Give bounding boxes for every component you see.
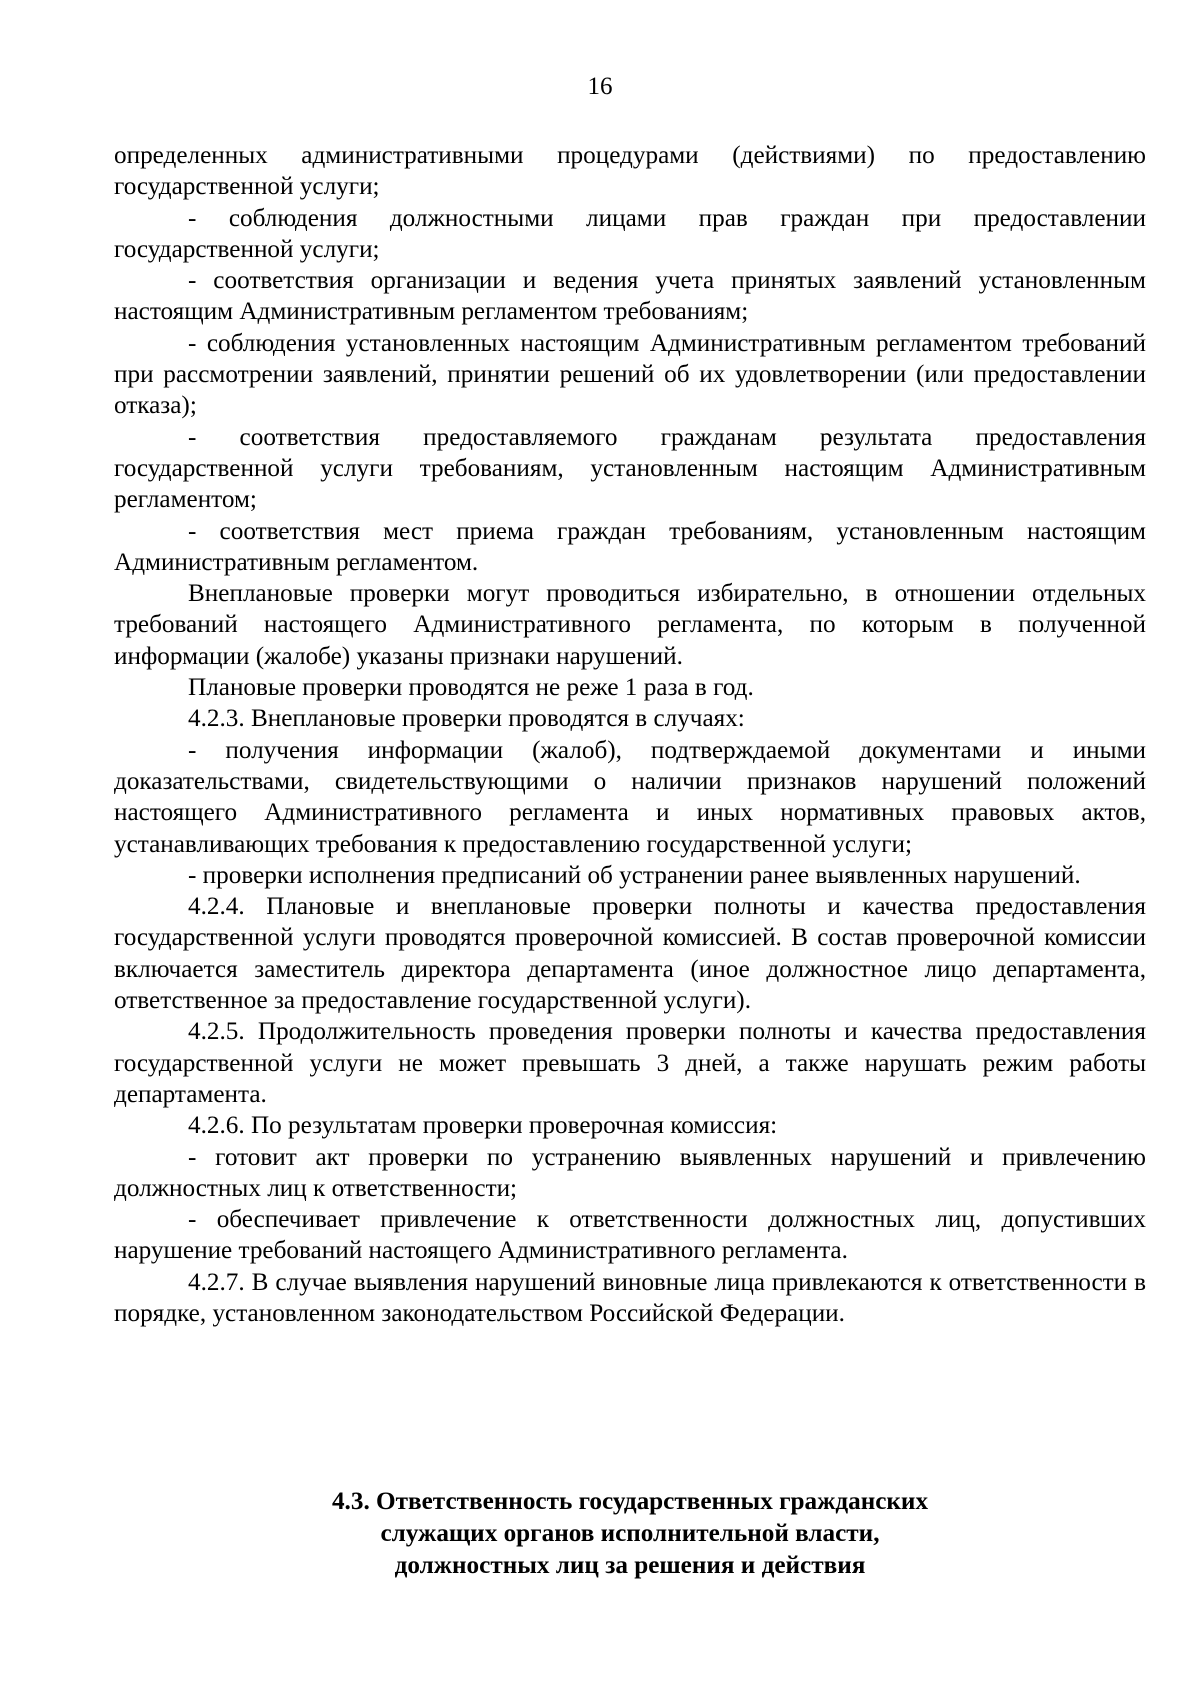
paragraph: 4.2.4. Плановые и внеплановые проверки полноты и качества предоставления государственной услуги проводятся проверочной комиссией. В состав проверочной комиссии включается заместитель директора департамента (иное должностное лицо департамента, ответственное за предоставление государственной услуги). bbox=[114, 893, 1146, 1015]
paragraph: 4.2.7. В случае выявления нарушений виновные лица привлекаются к ответственности в порядке, установленном законодательством Российской Федерации. bbox=[114, 1268, 1146, 1327]
section-heading-line: служащих органов исполнительной власти, bbox=[380, 1520, 880, 1547]
paragraph: определенных административными процедурами (действиями) по предоставлению государственной услуги; bbox=[114, 142, 1146, 201]
paragraph: - соответствия организации и ведения учета принятых заявлений установленным настоящим Административным регламентом требованиям; bbox=[114, 267, 1146, 326]
section-heading-line: должностных лиц за решения и действия bbox=[394, 1552, 866, 1579]
page-number: 16 bbox=[587, 73, 613, 100]
paragraph: - соблюдения должностными лицами прав граждан при предоставлении государственной услуги; bbox=[114, 204, 1146, 263]
paragraph: - обеспечивает привлечение к ответственности должностных лиц, допустивших нарушение требований настоящего Административного регламента. bbox=[114, 1206, 1146, 1265]
paragraph: Внеплановые проверки могут проводиться избирательно, в отношении отдельных требований настоящего Административного регламента, по которым в полученной информации (жалобе) указаны признаки нарушений. bbox=[114, 580, 1146, 670]
section-heading-line: 4.3. Ответственность государственных гражданских bbox=[331, 1488, 929, 1515]
paragraph: - проверки исполнения предписаний об устранении ранее выявленных нарушений. bbox=[188, 861, 1081, 889]
paragraph: - готовит акт проверки по устранению выявленных нарушений и привлечению должностных лиц к ответственности; bbox=[114, 1143, 1146, 1202]
paragraph: 4.2.6. По результатам проверки проверочная комиссия: bbox=[188, 1112, 778, 1140]
paragraph: Плановые проверки проводятся не реже 1 раза в год. bbox=[188, 674, 754, 702]
paragraph: - соответствия предоставляемого гражданам результата предоставления государственной услуги требованиям, установленным настоящим Административным регламентом; bbox=[114, 423, 1146, 514]
paragraph: - соблюдения установленных настоящим Административным регламентом требований при рассмотрении заявлений, принятии решений об их удовлетворении (или предоставлении отказа); bbox=[114, 329, 1146, 420]
paragraph: - получения информации (жалоб), подтверждаемой документами и иными доказательствами, свидетельствующими о наличии признаков нарушений положений настоящего Административного регламента и иных нормативных правовых актов, устанавливающих требования к предоставлению государственной услуги; bbox=[114, 736, 1146, 858]
body-text bbox=[114, 140, 1146, 1329]
section-heading bbox=[114, 1486, 1146, 1582]
paragraph: - соответствия мест приема граждан требованиям, установленным настоящим Административным регламентом. bbox=[114, 517, 1146, 576]
paragraph: 4.2.5. Продолжительность проведения проверки полноты и качества предоставления государственной услуги не может превышать 3 дней, а также нарушать режим работы департамента. bbox=[114, 1018, 1146, 1108]
paragraph: 4.2.3. Внеплановые проверки проводятся в случаях: bbox=[188, 705, 745, 733]
